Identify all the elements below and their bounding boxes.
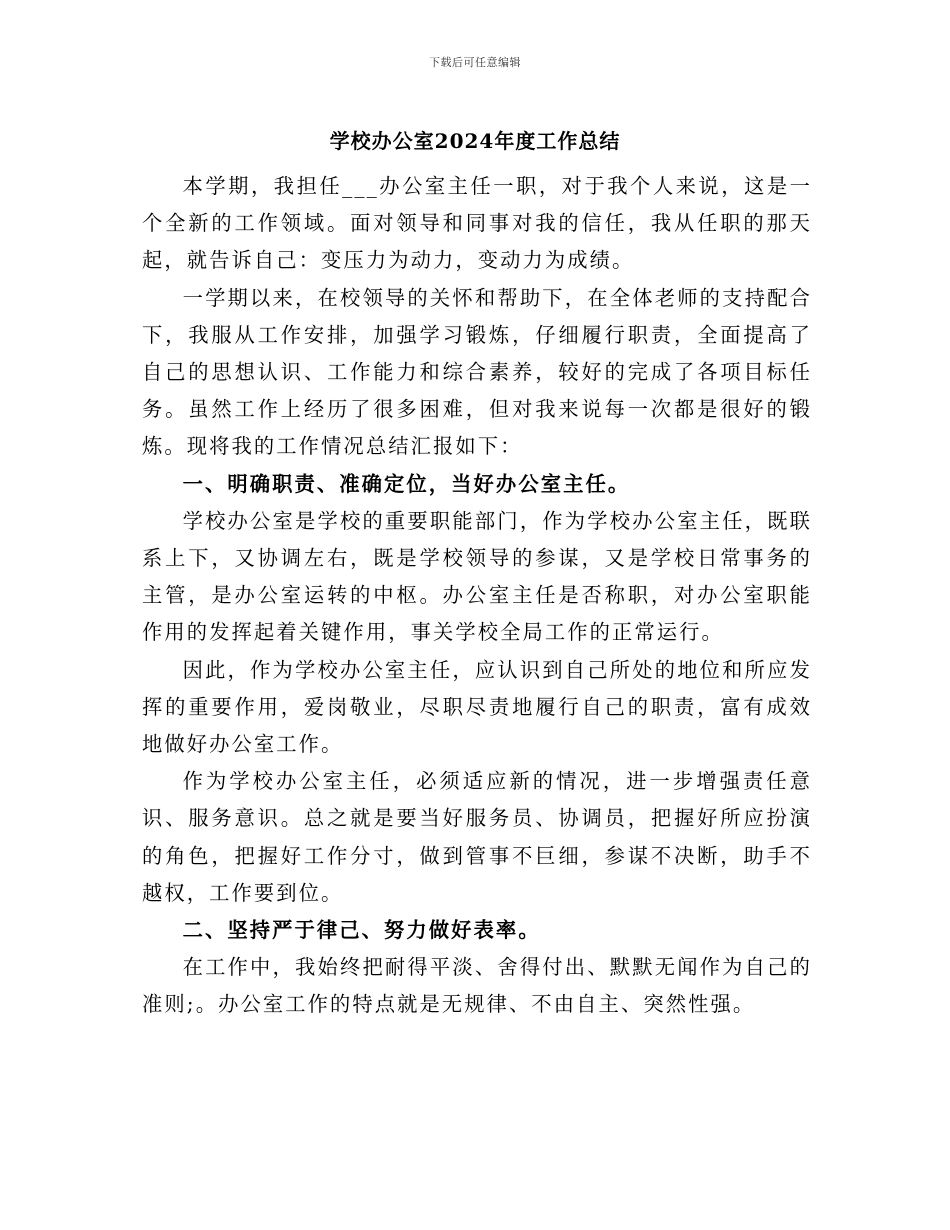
paragraph-office-role: 学校办公室是学校的重要职能部门，作为学校办公室主任，既联系上下，又协调左右，既是学校领导的参谋，又是学校日常事务的主管，是办公室运转的中枢。办公室主任是否称职，对办公室职能作用的发挥起着关键作用，事关学校全局工作的正常运行。 bbox=[142, 508, 812, 645]
paragraph-intro: 本学期，我担任___办公室主任一职，对于我个人来说，这是一个全新的工作领域。面对领导和同事对我的信任，我从任职的那天起，就告诉自己：变压力为动力，变动力为成绩。 bbox=[142, 174, 812, 273]
section-heading-1: 一、明确职责、准确定位，当好办公室主任。 bbox=[182, 471, 631, 496]
paragraph-awareness: 因此，作为学校办公室主任，应认识到自己所处的地位和所应发挥的重要作用，爱岗敬业，尽职尽责地履行自己的职责，富有成效地做好办公室工作。 bbox=[142, 657, 812, 757]
paragraph-responsibility: 作为学校办公室主任，必须适应新的情况，进一步增强责任意识、服务意识。总之就是要当好服务员、协调员，把握好所应扮演的角色，把握好工作分寸，做到管事不巨细，参谋不决断，助手不越权，工作要到位。 bbox=[142, 769, 812, 905]
document-body bbox=[142, 168, 812, 1024]
paragraph-principles: 在工作中，我始终把耐得平淡、舍得付出、默默无闻作为自己的准则;。办公室工作的特点就是无规律、不由自主、突然性强。 bbox=[142, 955, 812, 1017]
header-note: 下载后可任意编辑 bbox=[429, 56, 521, 69]
section-heading-2: 二、坚持严于律己、努力做好表率。 bbox=[182, 918, 541, 943]
document-title: 学校办公室2024年度工作总结 bbox=[329, 129, 621, 153]
paragraph-overview: 一学期以来，在校领导的关怀和帮助下，在全体老师的支持配合下，我服从工作安排，加强学习锻炼，仔细履行职责，全面提高了自己的思想认识、工作能力和综合素养，较好的完成了各项目标任务。虽然工作上经历了很多困难，但对我来说每一次都是很好的锻炼。现将我的工作情况总结汇报如下： bbox=[142, 285, 812, 459]
